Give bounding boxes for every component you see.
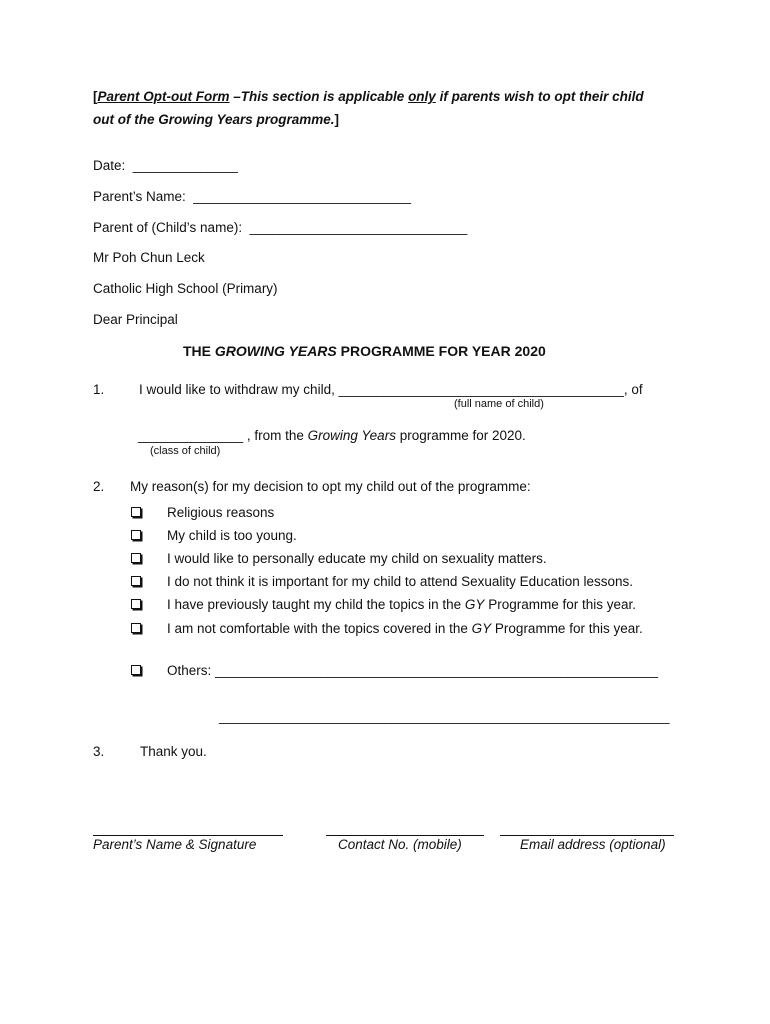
parent-signature-line[interactable] xyxy=(93,835,283,836)
contact-line[interactable] xyxy=(326,835,484,836)
reason6-gy: GY xyxy=(471,621,492,636)
header-only: only xyxy=(408,89,436,104)
reason-label-2: My child is too young. xyxy=(167,528,297,543)
item1-number: 1. xyxy=(93,382,105,397)
reason-checkbox-4[interactable] xyxy=(131,576,141,586)
addressee-name: Mr Poh Chun Leck xyxy=(93,250,205,265)
reason-checkbox-6[interactable] xyxy=(131,623,141,633)
reason-label-6 xyxy=(167,622,643,636)
item1-line2-end: programme for 2020. xyxy=(395,428,526,443)
reason-label-5 xyxy=(167,598,636,612)
form-title: Parent Opt-out Form xyxy=(97,89,230,104)
title-italic: GROWING YEARS xyxy=(214,343,337,359)
reason-checkbox-5[interactable] xyxy=(131,599,141,609)
reason5-post: Programme for this year. xyxy=(484,597,636,612)
reason-checkbox-others[interactable] xyxy=(131,665,141,675)
title-post: PROGRAMME FOR YEAR 2020 xyxy=(336,343,546,359)
reason-label-3: I would like to personally educate my child on sexuality matters. xyxy=(167,551,547,566)
school-name: Catholic High School (Primary) xyxy=(93,281,278,296)
item1-text[interactable]: I would like to withdraw my child, ______________________________________, of xyxy=(139,382,643,397)
salutation: Dear Principal xyxy=(93,312,178,327)
reason5-gy: GY xyxy=(464,597,485,612)
item1-line2[interactable] xyxy=(138,429,526,443)
header-mid: –This section is applicable xyxy=(229,89,409,104)
others-field[interactable]: Others: ___________________________________________________________ xyxy=(167,663,658,678)
reason-label-1: Religious reasons xyxy=(167,505,275,520)
reason-label-4: I do not think it is important for my child to attend Sexuality Education lessons. xyxy=(167,574,633,589)
email-line[interactable] xyxy=(500,835,674,836)
programme-title xyxy=(183,344,546,358)
title-pre: THE xyxy=(183,343,215,359)
close-bracket: ] xyxy=(334,112,340,127)
reason6-post: Programme for this year. xyxy=(491,621,643,636)
parent-name-field[interactable]: Parent’s Name: _____________________________ xyxy=(93,189,412,204)
header-line2: out of the Growing Years programme. xyxy=(93,112,335,127)
reason-checkbox-1[interactable] xyxy=(131,507,141,517)
form-header-line1 xyxy=(93,90,644,104)
reason-checkbox-2[interactable] xyxy=(131,530,141,540)
others-field-line2[interactable]: ____________________________________________________________ xyxy=(219,709,670,724)
reason6-pre: I am not comfortable with the topics covered in the xyxy=(167,621,472,636)
programme-name: Growing Years xyxy=(307,428,396,443)
parent-of-field[interactable]: Parent of (Child’s name): _____________________________ xyxy=(93,220,468,235)
open-bracket: [ xyxy=(93,89,98,104)
thank-you: Thank you. xyxy=(140,744,207,759)
date-field[interactable]: Date: ______________ xyxy=(93,158,238,173)
item3-number: 3. xyxy=(93,744,105,759)
reason-checkbox-3[interactable] xyxy=(131,553,141,563)
item1-hint: (full name of child) xyxy=(454,398,544,410)
contact-label: Contact No. (mobile) xyxy=(338,837,462,852)
item1-hint2: (class of child) xyxy=(150,445,221,457)
item2-text: My reason(s) for my decision to opt my child out of the programme: xyxy=(130,479,531,494)
class-blank: ______________ , from the xyxy=(138,428,308,443)
reason5-pre: I have previously taught my child the topics in the xyxy=(167,597,465,612)
header-end: if parents wish to opt their child xyxy=(435,89,644,104)
form-header-line2 xyxy=(93,113,339,127)
parent-signature-label: Parent’s Name & Signature xyxy=(93,837,257,852)
item2-number: 2. xyxy=(93,479,105,494)
email-label: Email address (optional) xyxy=(520,837,666,852)
